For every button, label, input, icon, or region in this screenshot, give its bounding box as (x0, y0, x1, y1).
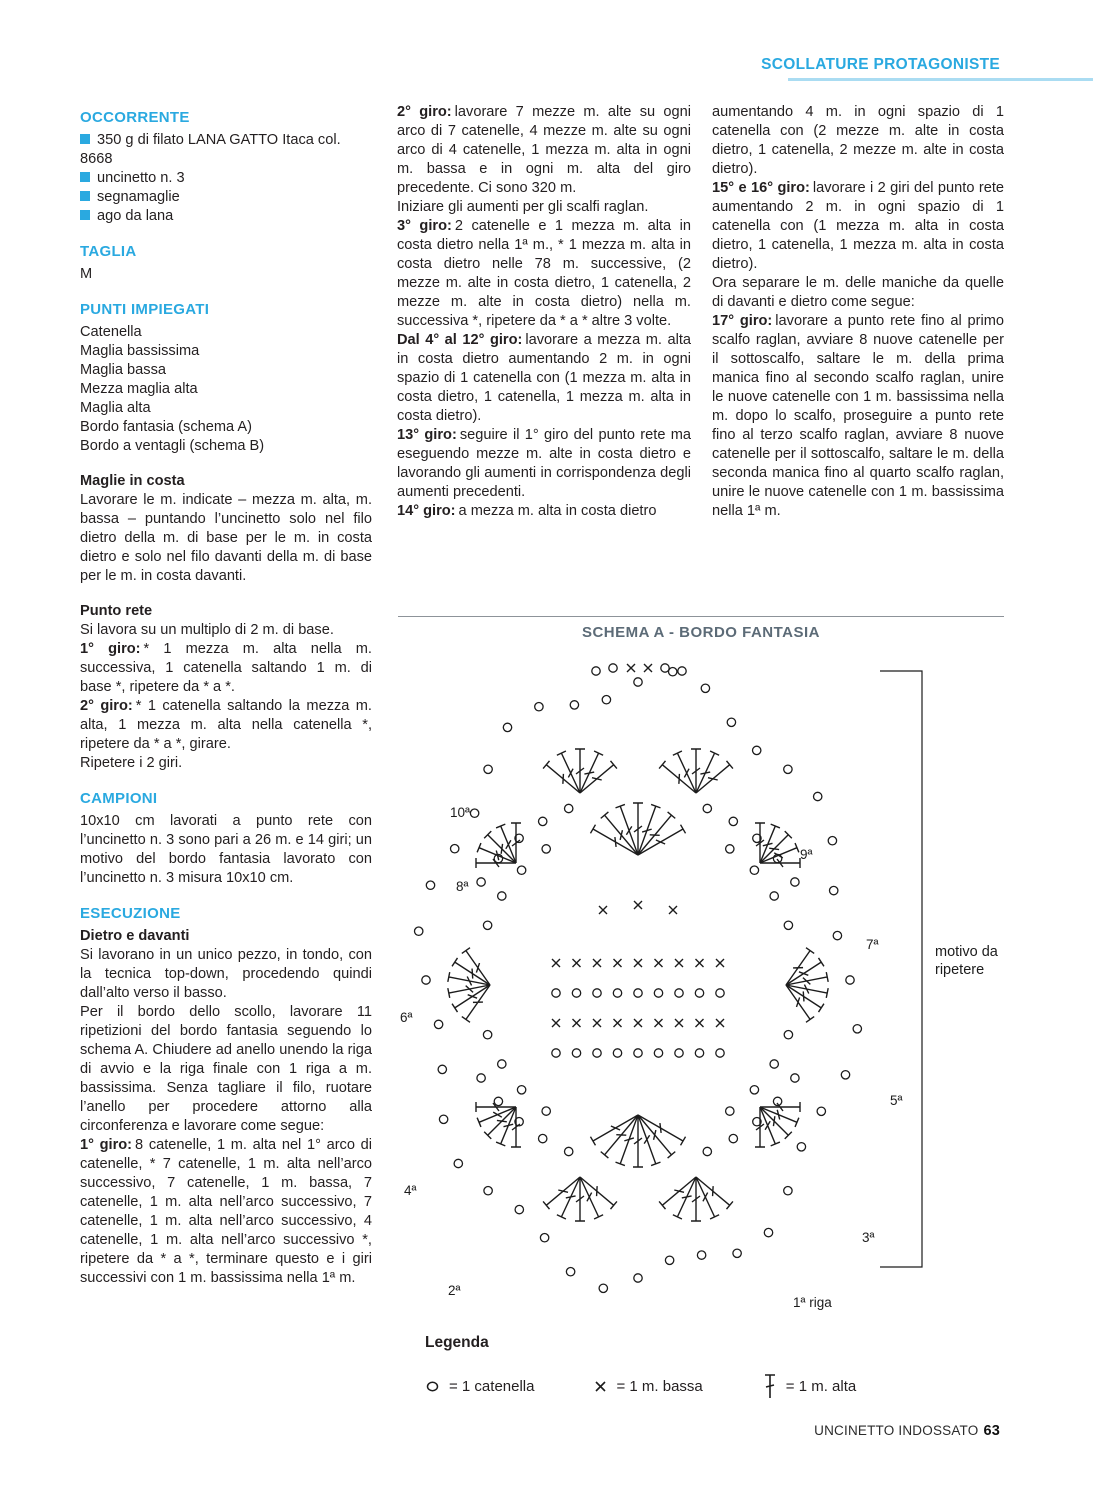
chain-stitch-icon (425, 1380, 440, 1393)
row-label: 17° giro: (712, 313, 773, 329)
row-text: lavorare a mezza m. alta in costa dietro aumentando 2 m. in ogni spazio di 1 catenella con (1 mezza m. alta in costa dietro, 1 catenella, 1 mezza m. alta in costa dietro). (397, 332, 691, 424)
magazine-name: UNCINETTO INDOSSATO (814, 1423, 979, 1438)
esecuzione-heading: ESECUZIONE (80, 905, 181, 922)
page-number: 63 (983, 1423, 1000, 1439)
instruction-paragraph (712, 274, 1004, 312)
instruction-paragraph (712, 179, 1004, 274)
row-label-8: 8ª (456, 879, 469, 894)
row-label-5: 5ª (890, 1093, 903, 1108)
section-kicker: SCOLLATURE PROTAGONISTE (761, 56, 1000, 73)
stitch-item: Maglia alta (80, 400, 151, 416)
row-label: 13° giro: (397, 427, 457, 443)
legend-text: = 1 catenella (449, 1377, 535, 1395)
esecuzione-para: Per il bordo dello scollo, lavorare 11 ripetizioni del bordo fantasia seguendo lo schema A. Chiudere ad anello unendo la riga di avvio e la riga finale con 1 riga a m. bassissima. Senza tagliare il filo, ruotare l’anello per procedere attorno alla circonferenza e lavorare come segue: (80, 1004, 372, 1134)
stitch-item: Bordo fantasia (schema A) (80, 419, 252, 435)
single-crochet-icon (594, 1380, 607, 1393)
legend-heading: Legenda (425, 1334, 489, 1351)
column-middle (397, 103, 691, 521)
row-text: aumentando 4 m. in ogni spazio di 1 catenella con (2 mezze m. alte in costa dietro, 1 catenella, 2 mezze m. alte in costa dietro). (712, 104, 1004, 177)
instruction-paragraph (712, 103, 1004, 179)
kicker-rule (788, 78, 1093, 81)
material-item (80, 188, 372, 207)
campioni-text: 10x10 cm lavorati a punto rete con l’uncinetto n. 3 sono pari a 26 m. e 14 giri; un motivo del bordo fantasia lavorato con l’uncinetto n. 3 misura 10x10 cm. (80, 813, 372, 886)
row-text: * 1 catenella saltando la mezza m. alta, 1 mezza m. alta nella catenella *, ripetere da * a *, girare. (80, 698, 372, 752)
row-label: 15° e 16° giro: (712, 180, 810, 196)
row-text: Iniziare gli aumenti per gli scalfi raglan. (397, 199, 649, 215)
instruction-paragraph (397, 331, 691, 426)
legend-item-catenella (425, 1378, 534, 1395)
row-label: 3° giro: (397, 218, 452, 234)
row-label-6: 6ª (400, 1010, 413, 1025)
esecuzione-subheading: Dietro e davanti (80, 928, 190, 944)
stitch-item: Bordo a ventagli (schema B) (80, 438, 265, 454)
esecuzione-para: Si lavorano in un unico pezzo, in tondo, con la tecnica top-down, procedendo quindi dall’alto verso il basso. (80, 947, 372, 1001)
schema-drawing (398, 655, 1010, 1327)
row-label: 2° giro: (80, 698, 133, 714)
row-text: Ora separare le m. delle maniche da quelle di davanti e dietro come segue: (712, 275, 1004, 310)
maglie-in-costa-text: Lavorare le m. indicate – mezza m. alta, m. bassa – puntando l’uncinetto solo nel filo dietro della m. di base per le m. in costa dietro e solo nel filo davanti della m. di base per le m. in costa davanti. (80, 492, 372, 584)
material-item (80, 131, 372, 169)
row-label-2: 2ª (448, 1283, 461, 1298)
legend-items (425, 1372, 856, 1400)
row-label-4: 4ª (404, 1183, 417, 1198)
row-label: 2° giro: (397, 104, 452, 120)
row-text: seguire il 1° giro del punto rete ma eseguendo mezze m. alte in costa dietro e lavorando gli aumenti in corrispondenza degli aumenti precedenti. (397, 427, 692, 500)
legend-text: = 1 m. alta (785, 1377, 857, 1395)
legend-text: = 1 m. bassa (616, 1377, 703, 1395)
stitch-item: Maglia bassa (80, 362, 166, 378)
instruction-paragraph (397, 217, 691, 331)
row-label: 14° giro: (397, 503, 456, 519)
row-text: * 1 mezza m. alta nella m. successiva, 1 catenella saltando 1 m. di base *, ripetere da * a *. (80, 641, 372, 695)
bullet-square-icon (80, 191, 90, 201)
bullet-square-icon (80, 210, 90, 220)
row-label-3: 3ª (862, 1230, 875, 1245)
material-text: segnamaglie (97, 189, 180, 205)
material-item (80, 169, 372, 188)
campioni-heading: CAMPIONI (80, 790, 158, 807)
instruction-paragraph (712, 312, 1004, 521)
row-text: 8 catenelle, 1 m. alta nel 1° arco di catenelle, * 7 catenelle, 1 m. alta nell’arco successivo, 7 catenelle, 1 m. bassa, 7 catenelle, 1 m. alta nell’arco successivo, 7 catenelle, 1 m. alta nell’arco successivo, 4 catenelle, 1 m. alta nell’arco successivo *, ripetere da * a *, terminare questo e i giri successivi con 1 m. bassissima nella 1ª m. (80, 1137, 372, 1286)
row-label-7: 7ª (866, 937, 879, 952)
legend (425, 1334, 856, 1400)
legend-item-maglia-bassa (594, 1378, 702, 1395)
bullet-square-icon (80, 172, 90, 182)
material-text: uncinetto n. 3 (97, 170, 185, 186)
punto-rete-heading: Punto rete (80, 603, 153, 619)
stitch-item: Catenella (80, 324, 142, 340)
row-label-1: 1ª riga (793, 1295, 832, 1310)
instruction-paragraph (397, 103, 691, 198)
row-text: 2 catenelle e 1 mezza m. alta in costa dietro nella 1ª m., * 1 mezza m. alta in costa dietro nelle 78 m. successive, (2 mezze m. alte in costa dietro, 1 catenella, 2 mezze m. alte in costa dietro) nella m. successiva *, ripetere da * a * altre 3 volte. (397, 218, 692, 329)
materials-heading: OCCORRENTE (80, 109, 190, 126)
schema-rule (398, 616, 1004, 617)
stitches-heading: PUNTI IMPIEGATI (80, 301, 210, 318)
punto-rete-outro: Ripetere i 2 giri. (80, 755, 183, 771)
row-text: a mezza m. alta in costa dietro (458, 503, 657, 519)
row-label: 1° giro: (80, 641, 141, 657)
row-label-10: 10ª (450, 805, 471, 820)
size-value: M (80, 266, 93, 282)
instruction-paragraph (80, 1136, 372, 1288)
schema-title: SCHEMA A - BORDO FANTASIA (581, 624, 821, 641)
column-right (712, 103, 1004, 521)
instruction-paragraph (397, 426, 691, 502)
row-label: Dal 4° al 12° giro: (397, 332, 523, 348)
bullet-square-icon (80, 134, 90, 144)
column-left (80, 108, 372, 1288)
legend-item-maglia-alta (763, 1372, 856, 1400)
maglie-in-costa-heading: Maglie in costa (80, 473, 185, 489)
row-text: lavorare 7 mezze m. alte su ogni arco di 7 catenelle, 4 mezze m. alte su ogni arco di 4 catenelle, 1 mezza m. alta in ogni m. bassa e in ogni m. alta del giro precedente. Ci sono 320 m. (397, 104, 691, 196)
instruction-paragraph (80, 697, 372, 754)
material-text: 350 g di filato LANA GATTO Itaca col. 8668 (80, 132, 341, 167)
stitch-item: Maglia bassissima (80, 343, 200, 359)
material-item (80, 207, 372, 226)
material-text: ago da lana (97, 208, 174, 224)
instruction-paragraph (397, 502, 691, 521)
crochet-schema-diagram (398, 655, 1010, 1327)
stitch-item: Mezza maglia alta (80, 381, 198, 397)
size-heading: TAGLIA (80, 243, 137, 260)
punto-rete-intro: Si lavora su un multiplo di 2 m. di base. (80, 622, 334, 638)
double-crochet-icon (763, 1372, 777, 1400)
row-text: lavorare i 2 giri del punto rete aumentando 2 m. in ogni spazio di 1 catenella con (1 mezza m. alta in costa dietro, 1 catenella, 1 mezza m. alta in costa dietro). (712, 180, 1004, 272)
instruction-paragraph (397, 198, 691, 217)
page-footer (814, 1423, 1000, 1439)
row-label-9: 9ª (800, 847, 813, 862)
instruction-paragraph (80, 640, 372, 697)
row-text: lavorare a punto rete fino al primo scalfo raglan, avviare 8 nuove catenelle per il sottoscalfo, saltare le m. della prima manica fino al secondo scalfo raglan, unire le nuove catenelle con 1 m. bassissima nella m. dopo lo scalfo, proseguire a punto rete fino al terzo scalfo raglan, avviare 8 nuove catenelle per il sottoscalfo, saltare le m. della seconda manica fino al quarto scalfo raglan, unire le nuove catenelle con 1 m. bassissima nella 1ª m. (712, 313, 1004, 519)
row-label: 1° giro: (80, 1137, 133, 1153)
repeat-motif-note: motivo da ripetere (935, 944, 998, 978)
